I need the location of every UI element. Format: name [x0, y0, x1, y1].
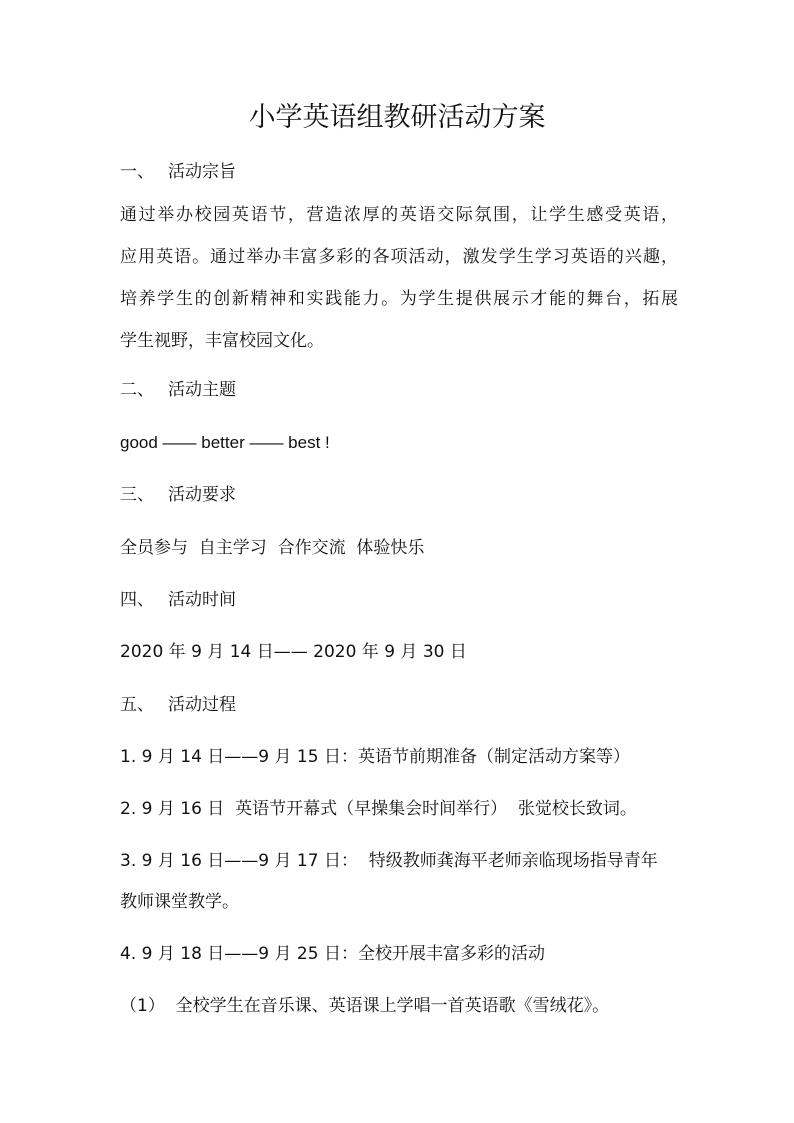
- paragraph-line: 应用英语。通过举办丰富多彩的各项活动，激发学生学习英语的兴趣，: [120, 247, 678, 267]
- process-item-continued: 教师课堂教学。: [120, 892, 239, 912]
- process-item: 1. 9 月 14 日——9 月 15 日：英语节前期准备（制定活动方案等）: [120, 747, 630, 767]
- process-item: 3. 9 月 16 日——9 月 17 日： 特级教师龚海平老师亲临现场指导青年: [120, 851, 658, 871]
- section-title: 活动时间: [168, 590, 236, 610]
- time-text: 2020 年 9 月 14 日—— 2020 年 9 月 30 日: [120, 642, 467, 662]
- theme-text: good —— better —— best !: [120, 433, 330, 452]
- section-title: 活动过程: [168, 695, 236, 715]
- section-heading-requirements: [120, 483, 236, 507]
- document-title: 小学英语组教研活动方案: [248, 102, 546, 133]
- section-heading-theme: [120, 378, 236, 402]
- section-heading-process: [120, 693, 236, 717]
- section-number: 一、: [120, 162, 154, 182]
- section-title: 活动要求: [168, 485, 236, 505]
- process-subitem: （1） 全校学生在音乐课、英语课上学唱一首英语歌《雪绒花》。: [120, 996, 610, 1016]
- section-number: 三、: [120, 485, 154, 505]
- section-number: 五、: [120, 695, 154, 715]
- section-number: 四、: [120, 590, 154, 610]
- process-item: 4. 9 月 18 日——9 月 25 日：全校开展丰富多彩的活动: [120, 944, 545, 964]
- section-title: 活动主题: [168, 380, 236, 400]
- section-number: 二、: [120, 380, 154, 400]
- paragraph-line: 通过举办校园英语节，营造浓厚的英语交际氛围，让学生感受英语，: [120, 205, 678, 225]
- paragraph-line: 培养学生的创新精神和实践能力。为学生提供展示才能的舞台，拓展: [120, 289, 678, 309]
- process-item: 2. 9 月 16 日 英语节开幕式（早操集会时间举行） 张觉校长致词。: [120, 799, 637, 819]
- section-heading-time: [120, 588, 236, 612]
- requirements-text: 全员参与 自主学习 合作交流 体验快乐: [120, 538, 425, 558]
- section-title: 活动宗旨: [168, 162, 236, 182]
- section-heading-purpose: [120, 160, 236, 184]
- paragraph-line: 学生视野，丰富校园文化。: [120, 331, 324, 351]
